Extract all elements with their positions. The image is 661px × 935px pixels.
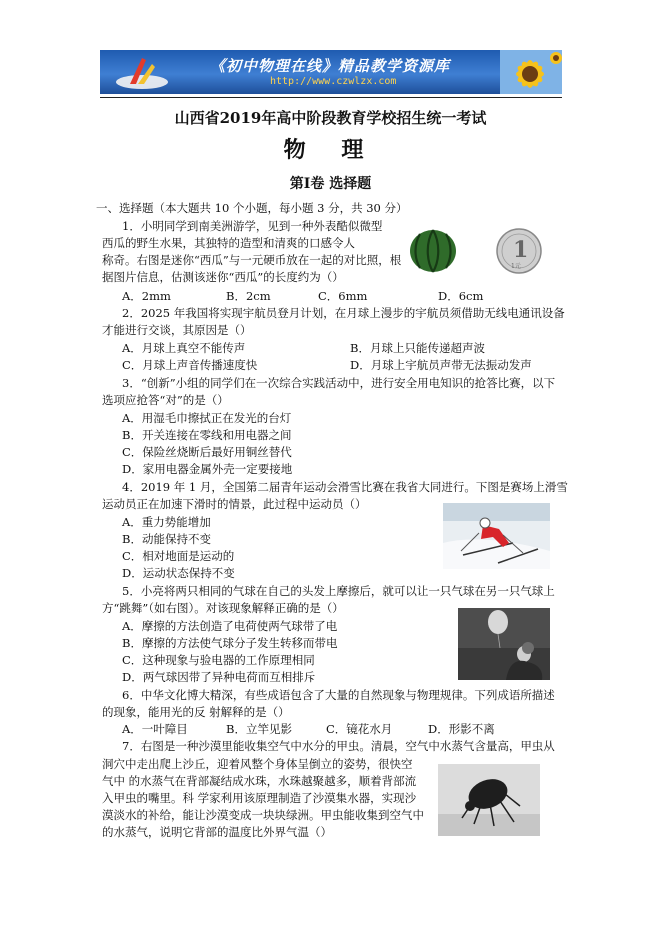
banner-url: http://www.czwlzx.com: [270, 76, 397, 87]
section-heading: 一、选择题（本大题共 10 个小题，每小题 3 分，共 30 分）: [96, 201, 408, 215]
q3-option-b: B．开关连接在零线和用电器之间: [122, 428, 292, 442]
q7-line: 洞穴中走出爬上沙丘，迎着风整个身体呈倒立的姿势，很快空: [102, 757, 413, 771]
q6-option-c: C．镜花水月: [326, 722, 393, 736]
q1-line: 西瓜的野生水果，其独特的造型和清爽的口感令人: [102, 236, 355, 250]
q4-option-c: C．相对地面是运动的: [122, 549, 235, 563]
q2-option-a: A．月球上真空不能传声: [122, 341, 246, 355]
q4-line: 运动员正在加速下滑时的情景，此过程中运动员（）: [102, 497, 367, 511]
q2-line: 2．2025 年我国将实现宇航员登月计划，在月球上漫步的宇航员须借助无线电通讯设备: [122, 306, 565, 320]
sunflower-icon: [500, 50, 562, 94]
exam-title: 山西省2019年高中阶段教育学校招生统一考试: [174, 109, 487, 127]
q4-option-d: D．运动状态保持不变: [122, 566, 235, 580]
q2-line: 才能进行交谈，其原因是（）: [102, 323, 252, 337]
q3-option-d: D．家用电器金属外壳一定要接地: [122, 462, 293, 476]
q2-option-b: B．月球上只能传递超声波: [350, 341, 485, 355]
q1-option-a: A．2mm: [122, 289, 171, 303]
q5-option-d: D．两气球因带了异种电荷而互相排斥: [122, 670, 316, 684]
q2-option-d: D．月球上宇航员声带无法振动发声: [350, 358, 532, 372]
q4-option-a: A．重力势能增加: [122, 515, 211, 529]
q6-line: 6．中华文化博大精深，有些成语包含了大量的自然现象与物理规律。下列成语所描述: [122, 688, 555, 702]
q7-line: 气中 的水蒸气在背部凝结成水珠，水珠越聚越多，顺着背部流: [102, 774, 417, 788]
q7-line: 7．右图是一种沙漠里能收集空气中水分的甲虫。清晨，空气中水蒸气含量高，甲虫从: [122, 739, 555, 753]
coin-image: [496, 228, 542, 274]
q4-line: 4．2019 年 1 月，全国第二届青年运动会滑雪比赛在我省大同进行。下图是赛场上滑雪: [122, 480, 568, 494]
q1-line: 称奇。右图是迷你“西瓜”与一元硬币放在一起的对比照，根: [102, 253, 402, 267]
q7-line: 漠淡水的补给，能让沙漠变成一块块绿洲。甲虫能收集到空气中: [102, 808, 424, 822]
q1-option-d: D．6cm: [438, 289, 484, 303]
banner-brand: 《初中物理在线》精品教学资源库: [210, 57, 451, 75]
q3-option-c: C．保险丝烧断后最好用铜丝替代: [122, 445, 292, 459]
coin-number: 1: [513, 237, 529, 263]
q2-option-c: C．月球上声音传播速度快: [122, 358, 258, 372]
q6-option-a: A．一叶障目: [122, 722, 188, 736]
q3-option-a: A．用湿毛巾擦拭正在发光的台灯: [122, 411, 292, 425]
q1-option-b: B．2cm: [226, 289, 271, 303]
q7-line: 入甲虫的嘴里。科 学家利用该原理制造了沙漠集水器，实现沙: [102, 791, 417, 805]
watermelon-image: [408, 228, 458, 274]
q5-option-b: B．摩擦的方法使气球分子发生转移而带电: [122, 636, 338, 650]
q5-option-c: C．这种现象与验电器的工作原理相同: [122, 653, 315, 667]
q6-option-b: B．立竿见影: [226, 722, 292, 736]
q5-option-a: A．摩擦的方法创造了电荷使两气球带了电: [122, 619, 338, 633]
q3-line: 选项应抢答“对”的是（）: [102, 393, 229, 407]
coin-text: 1元: [511, 263, 521, 270]
q6-line: 的现象，能用光的反 射解释的是（）: [102, 705, 290, 719]
balloons-image: [458, 608, 550, 680]
q7-line: 的水蒸气，说明它背部的温度比外界气温（）: [102, 825, 332, 839]
q4-option-b: B．动能保持不变: [122, 532, 211, 546]
q5-line: 方“跳舞”（如右图）。对该现象解释正确的是（）: [102, 601, 344, 615]
site-logo-icon: [112, 52, 172, 92]
subject-title: 物 理: [283, 137, 378, 163]
skier-image: [443, 503, 550, 569]
beetle-image: [438, 764, 540, 836]
q6-option-d: D．形影不离: [428, 722, 495, 736]
header-banner: [100, 50, 562, 94]
header-rule: [100, 97, 562, 98]
q1-line: 据图片信息，估测该迷你“西瓜”的长度约为（）: [102, 270, 344, 284]
q3-line: 3．“创新”小组的同学们在一次综合实践活动中，进行安全用电知识的抢答比赛，以下: [122, 376, 556, 390]
q5-line: 5．小亮将两只相同的气球在自己的头发上摩擦后，就可以让一只气球在另一只气球上: [122, 584, 555, 598]
q1-line: 1．小明同学到南美洲游学，见到一种外表酷似微型: [122, 219, 383, 233]
part-title: 第Ⅰ卷 选择题: [289, 176, 372, 192]
q1-option-c: C．6mm: [318, 289, 368, 303]
